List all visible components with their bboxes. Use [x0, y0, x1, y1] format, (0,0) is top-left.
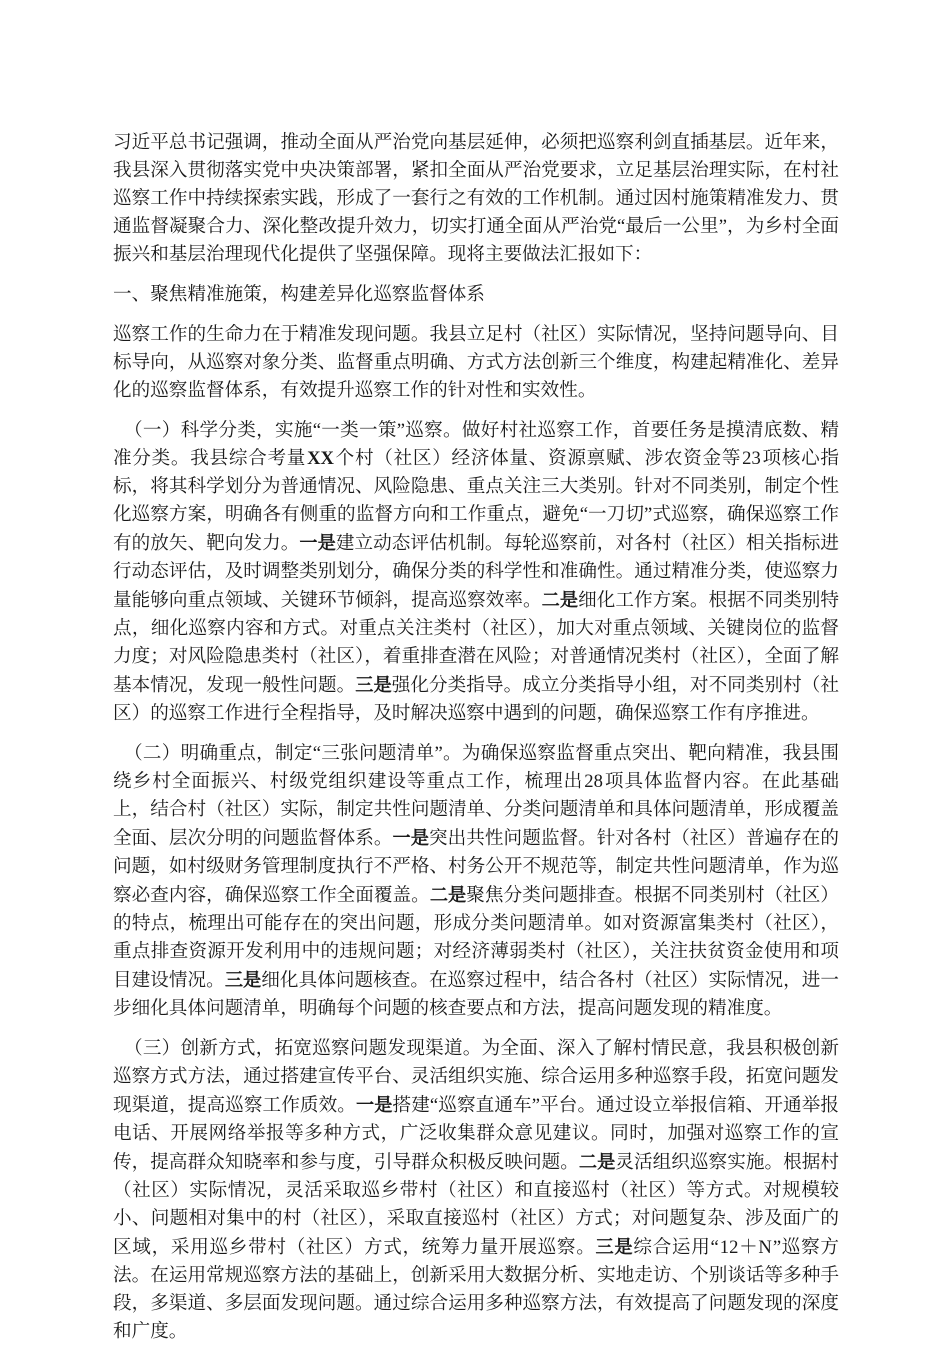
paragraph-intro-text: 习近平总书记强调，推动全面从严治党向基层延伸，必须把巡察利剑直插基层。近年来，我县深入贯彻落实党中央决策部署，紧扣全面从严治党要求，立足基层治理实际，在村社巡察工作中持续探索实践，形成了一套行之有效的工作机制。通过因村施策精准发力、贯通监督凝聚合力、深化整改提升效力，切实打通全面从严治党“最后一公里”，为乡村全面振兴和基层治理现代化提供了坚强保障。现将主要做法汇报如下：: [113, 132, 839, 265]
paragraph-item-2: [113, 740, 839, 1023]
item-1-text-e: 细化工作方案。根据不同类别特点，细化巡察内容和方式。对重点关注类村（社区），加大对重点领域、关键岗位的监督力度；对风险隐患类村（社区），着重排查潜在风险；对普通情况类村（社区），全面了解基本情况，发现一般性问题。: [113, 590, 839, 696]
item-2-text-a: （二）明确重点，制定“三张问题清单”。为确保巡察监督重点突出、靶向精准，我县围绕乡村全面振兴、村级党组织建设等重点工作，梳理出: [113, 743, 839, 792]
item-3-bold-marker-2: 二是: [578, 1152, 616, 1172]
item-3-method-formula: 12＋N: [719, 1237, 772, 1258]
item-3-text-d: 综合运用“: [633, 1237, 719, 1258]
item-3-text-b: 搭建“巡察直通车”平台。通过设立举报信箱、开通举报电话、开展网络举报等多种方式，广泛收集群众意见建议。同时，加强对巡察工作的宣传，提高群众知晓率和参与度，引导群众积极反映问题。: [113, 1095, 839, 1173]
item-1-text-c: 项核心指标，将其科学划分为普通情况、风险隐患、重点关注三大类别。针对不同类别，制定个性化巡察方案，明确各有侧重的监督方向和工作重点，避免“一刀切”式巡察，确保巡察工作有的放矢、靶向发力。: [113, 448, 839, 554]
item-3-text-e: ”巡察方法。在运用常规巡察方法的基础上，创新采用大数据分析、实地走访、个别谈话等多种手段，多渠道、多层面发现问题。通过综合运用多种巡察方法，有效提高了问题发现的深度和广度。: [113, 1237, 839, 1342]
document-body: [113, 118, 839, 1346]
item-1-bold-marker-1: 一是: [299, 533, 336, 553]
item-1-bold-marker-3: 三是: [355, 675, 392, 695]
item-2-count-28: 28: [584, 771, 603, 792]
item-3-bold-marker-3: 三是: [595, 1237, 634, 1257]
item-2-text-c: 突出共性问题监督。针对各村（社区）普遍存在的问题，如村级财务管理制度执行不严格、村务公开不规范等，制定共性问题清单，作为巡察必查内容，确保巡察工作全面覆盖。: [113, 828, 839, 906]
paragraph-section-1-lead-text: 巡察工作的生命力在于精准发现问题。我县立足村（社区）实际情况，坚持问题导向、目标导向，从巡察对象分类、监督重点明确、方式方法创新三个维度，构建起精准化、差异化的巡察监督体系，有效提升巡察工作的针对性和实效性。: [113, 324, 839, 401]
item-1-text-f: 强化分类指导。成立分类指导小组，对不同类别村（社区）的巡察工作进行全程指导，及时解决巡察中遇到的问题，确保巡察工作有序推进。: [113, 675, 839, 724]
item-3-text-c: 灵活组织巡察实施。根据村（社区）实际情况，灵活采取巡乡带村（社区）和直接巡村（社区）等方式。对规模较小、问题相对集中的村（社区），采取直接巡村（社区）方式；对问题复杂、涉及面广的区域，采用巡乡带村（社区）方式，统筹力量开展巡察。: [113, 1152, 839, 1258]
paragraph-intro: [113, 129, 839, 269]
item-2-bold-marker-3: 三是: [224, 970, 262, 990]
paragraph-item-1: [113, 417, 839, 728]
item-2-bold-marker-2: 二是: [429, 885, 467, 905]
item-3-bold-marker-1: 一是: [355, 1095, 393, 1115]
item-2-text-d: 聚焦分类问题排查。根据不同类别村（社区）的特点，梳理出可能存在的突出问题，形成分类问题清单。如对资源富集类村（社区），重点排查资源开发利用中的违规问题；对经济薄弱类村（社区），关注扶贫资金使用和项目建设情况。: [113, 885, 839, 991]
item-1-text-b: 个村（社区）经济体量、资源禀赋、涉农资金等: [334, 448, 742, 469]
item-1-text-a: （一）科学分类，实施“一类一策”巡察。做好村社巡察工作，首要任务是摸清底数、精准分类。我县综合考量: [113, 420, 839, 469]
item-2-text-e: 细化具体问题核查。在巡察过程中，结合各村（社区）实际情况，进一步细化具体问题清单，明确每个问题的核查要点和方法，提高问题发现的精准度。: [113, 970, 839, 1019]
section-heading-1-text: 一、聚焦精准施策，构建差异化巡察监督体系: [113, 284, 485, 305]
item-3-text-a: （三）创新方式，拓宽巡察问题发现渠道。为全面、深入了解村情民意，我县积极创新巡察方式方法，通过搭建宣传平台、灵活组织实施、综合运用多种巡察手段，拓宽问题发现渠道，提高巡察工作质效。: [113, 1038, 839, 1116]
paragraph-section-1-lead: [113, 321, 839, 405]
item-2-bold-marker-1: 一是: [392, 828, 430, 848]
item-1-placeholder-xx: XX: [307, 448, 334, 469]
item-1-count-23: 23: [742, 448, 761, 469]
item-1-bold-marker-2: 二是: [541, 590, 579, 610]
item-2-text-b: 项具体监督内容。在此基础上，结合村（社区）实际，制定共性问题清单、分类问题清单和具体问题清单，形成覆盖全面、层次分明的问题监督体系。: [113, 771, 839, 849]
section-heading-1: [113, 281, 839, 309]
item-1-text-d: 建立动态评估机制。每轮巡察前，对各村（社区）相关指标进行动态评估，及时调整类别划分，确保分类的科学性和准确性。通过精准分类，使巡察力量能够向重点领域、关键环节倾斜，提高巡察效率。: [113, 533, 839, 611]
paragraph-item-3: [113, 1035, 839, 1346]
